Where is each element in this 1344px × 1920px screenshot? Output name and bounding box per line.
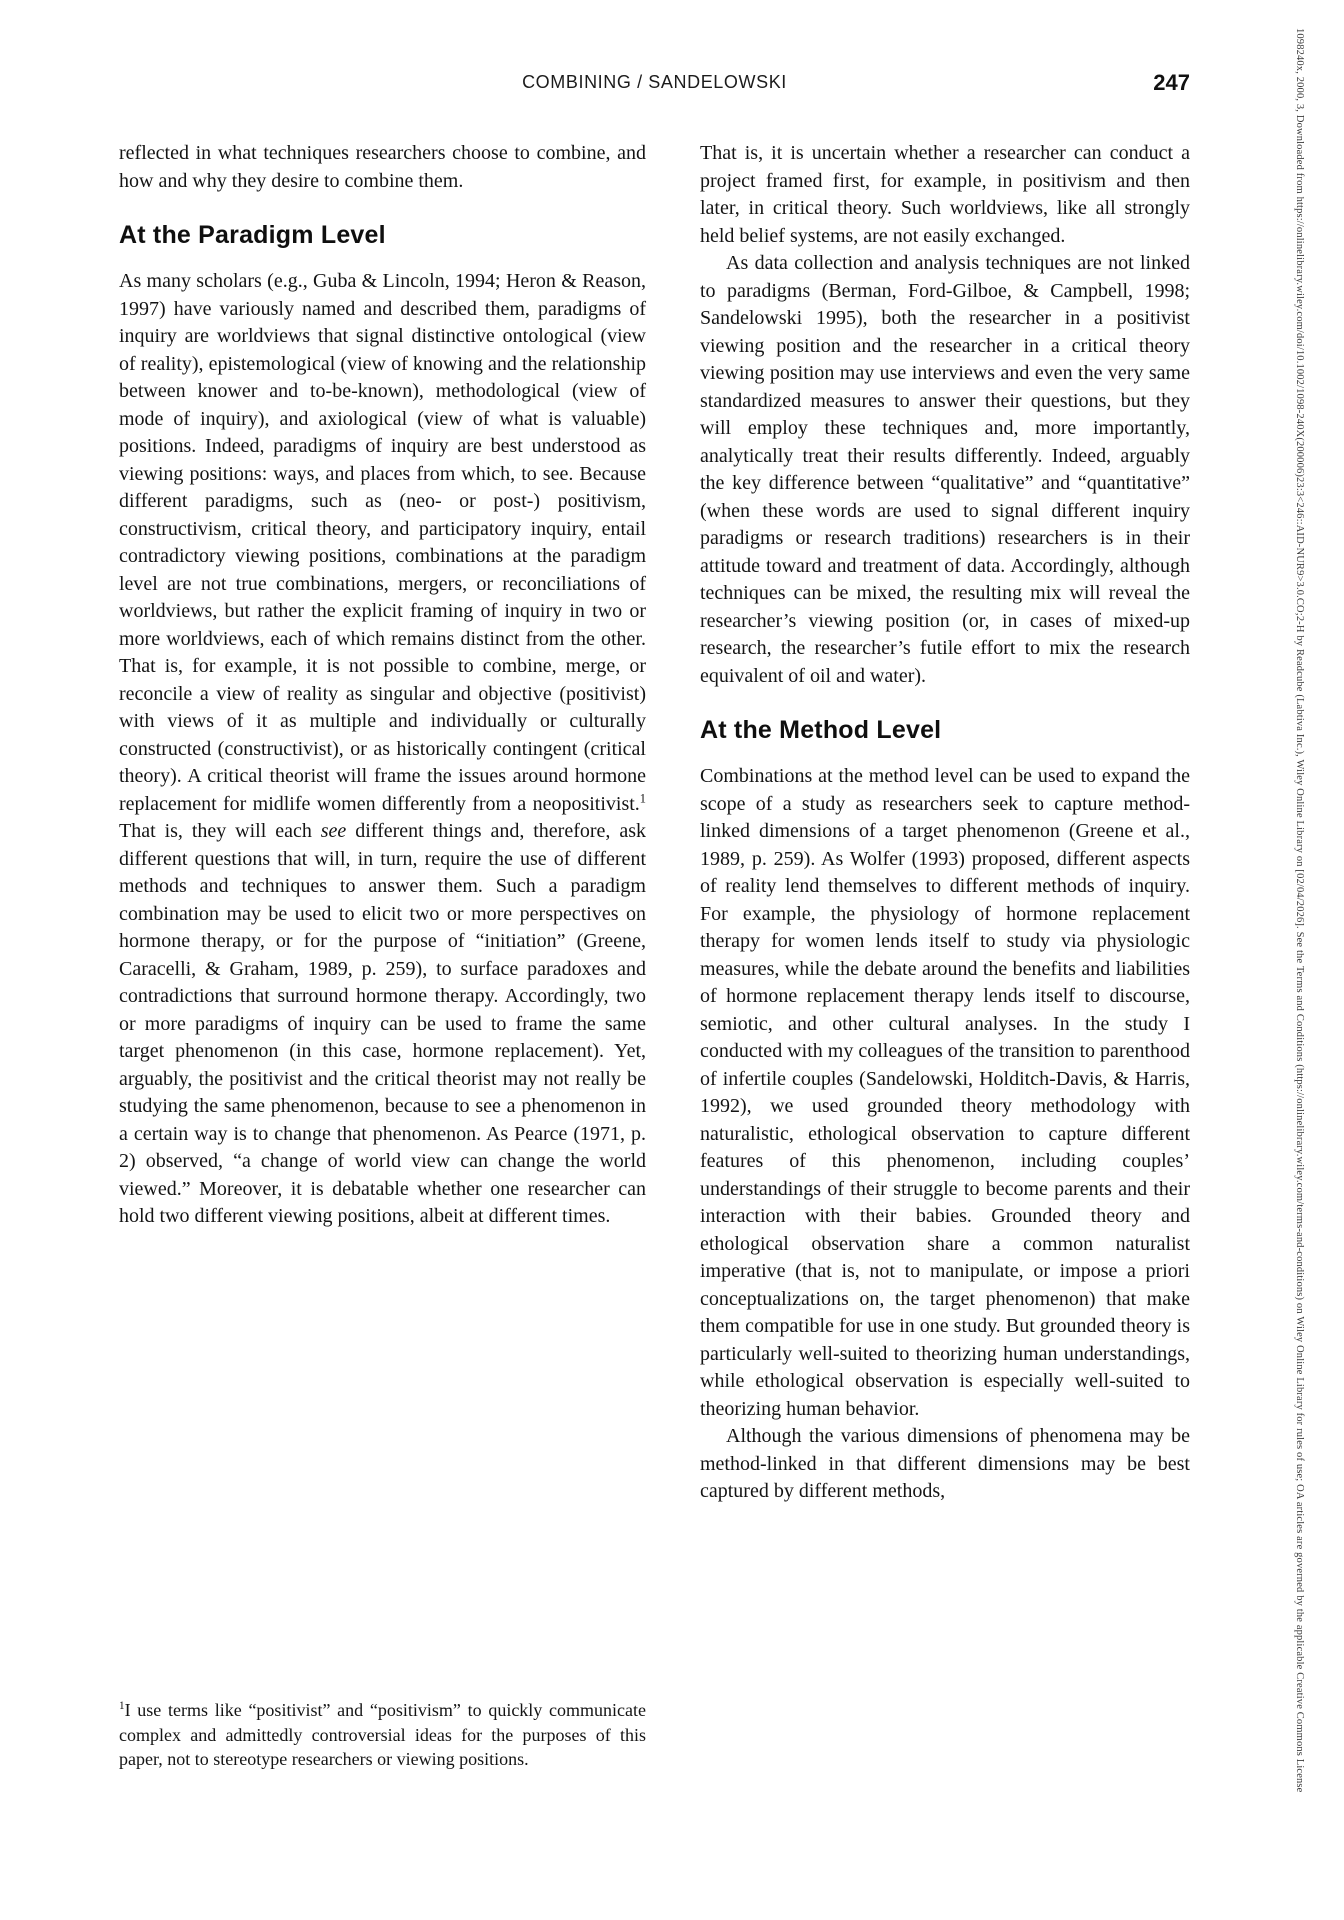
sidebar-license-text: 1098240x, 2000, 3, Downloaded from https://onlinelibrary.wiley.com/doi/10.1002/1098-240X(200006)23:3<246::AID-NUR9>3.0.CO;2-H by Readcube (Labtiva Inc.), Wiley Online Library on [02/04/2026]. See the Terms and Conditions (https://onlinelibrary.wiley.com/terms-and-conditions) on Wiley Online Library for rules of use; OA articles are governed by the applicable Creative Commons License xyxy=(1294,28,1305,1793)
page-number: 247 xyxy=(1153,70,1190,95)
section-heading-paradigm-level: At the Paradigm Level xyxy=(119,221,386,249)
section-heading-method-level: At the Method Level xyxy=(700,716,942,744)
right-column xyxy=(700,140,1190,1506)
paragraph-continuation-left: reflected in what techniques researchers choose to combine, and how and why they desire to combine them. xyxy=(119,142,646,192)
running-head xyxy=(119,72,1190,98)
paragraph-method-level: Combinations at the method level can be used to expand the scope of a study as researchers seek to capture method-linked dimensions of a target phenomenon (Greene et al., 1989, p. 259). As Wolfer (1993) proposed, different aspects of reality lend themselves to different methods of inquiry. For example, the physiology of hormone replacement therapy for women lends itself to study via physiologic measures, while the debate around the benefits and liabilities of hormone replacement therapy lends itself to discourse, semiotic, and other cultural analyses. In the study I conducted with my colleagues of the transition to parenthood of infertile couples (Sandelowski, Holditch-Davis, & Harris, 1992), we used grounded theory methodology with naturalistic, ethological observation to capture different features of this phenomenon, including couples’ understandings of their struggle to become parents and their interaction with their babies. Grounded theory and ethological observation share a common naturalist imperative (that is, not to manipulate, or impose a priori conceptualizations on, the target phenomenon) that make them compatible for use in one study. But grounded theory is particularly well-suited to theorizing human understandings, while ethological observation is especially well-suited to theorizing human behavior. xyxy=(700,765,1190,1420)
running-head-title: COMBINING / SANDELOWSKI xyxy=(522,72,787,92)
footnote: $^1$I use terms like “positivist” and “positivism” to quickly communicate complex and admittedly controversial ideas for the purposes of this paper, not to stereotype researchers or viewing positions. xyxy=(119,1700,646,1769)
paragraph-although-dimensions: Although the various dimensions of phenomena may be method-linked in that different dimensions may be best captured by different methods, xyxy=(700,1425,1190,1502)
paragraph-paradigm-level: As many scholars (e.g., Guba & Lincoln, 1994; Heron & Reason, 1997) have variously named and described them, paradigms of inquiry are worldviews that signal distinctive ontological (view of reality), epistemological (view of knowing and the relationship between knower and to-be-known), methodological (view of mode of inquiry), and axiological (view of what is valuable) positions. Indeed, paradigms of inquiry are best understood as viewing positions: ways, and places from which, to see. Because different paradigms, such as (neo- or post-) positivism, constructivism, critical theory, and participatory inquiry, entail contradictory viewing positions, combinations at the paradigm level are not true combinations, mergers, or reconciliations of worldviews, but rather the explicit framing of inquiry in two or more worldviews, each of which remains distinct from the other. That is, for example, it is not possible to combine, merge, or reconcile a view of reality as singular and objective (positivist) with views of it as multiple and individually or culturally constructed (constructivist), or as historically contingent (critical theory). A critical theorist will frame the issues around hormone replacement for midlife women differently from a neopositivist.$^1$ That is, they will each see different things and, therefore, ask different questions that will, in turn, require the use of different methods and techniques to answer them. Such a paradigm combination may be used to elicit two or more perspectives on hormone therapy, or for the purpose of “initiation” (Greene, Caracelli, & Graham, 1989, p. 259), to surface paradoxes and contradictions that surround hormone therapy. Accordingly, two or more paradigms of inquiry can be used to frame the same target phenomenon (in this case, hormone replacement). Yet, arguably, the positivist and the critical theorist may not really be studying the same phenomenon, because to see a phenomenon in a certain way is to change that phenomenon. As Pearce (1971, p. 2) observed, “a change of world view can change the world viewed.” Moreover, it is debatable whether one researcher can hold two different viewing positions, albeit at different times. xyxy=(119,270,646,1227)
paragraph-continuation-right: That is, it is uncertain whether a researcher can conduct a project framed first, for example, in positivism and then later, in critical theory. Such worldviews, like all strongly held belief systems, are not easily exchanged. xyxy=(700,142,1190,247)
paragraph-data-collection: As data collection and analysis techniques are not linked to paradigms (Berman, Ford-Gilboe, & Campbell, 1998; Sandelowski 1995), both the researcher in a positivist viewing position and the researcher in a critical theory viewing position may use interviews and even the very same standardized measures to answer their questions, but they will employ these techniques and, more importantly, analytically treat their results differently. Indeed, arguably the key difference between “qualitative” and “quantitative” (when these words are used to signal different inquiry paradigms or research traditions) researchers is in their attitude toward and treatment of data. Accordingly, although techniques can be mixed, the resulting mix will reveal the researcher’s viewing position (or, in cases of mixed-up research, the researcher’s futile effort to mix the research equivalent of oil and water). xyxy=(700,252,1190,687)
left-column xyxy=(119,140,646,1231)
